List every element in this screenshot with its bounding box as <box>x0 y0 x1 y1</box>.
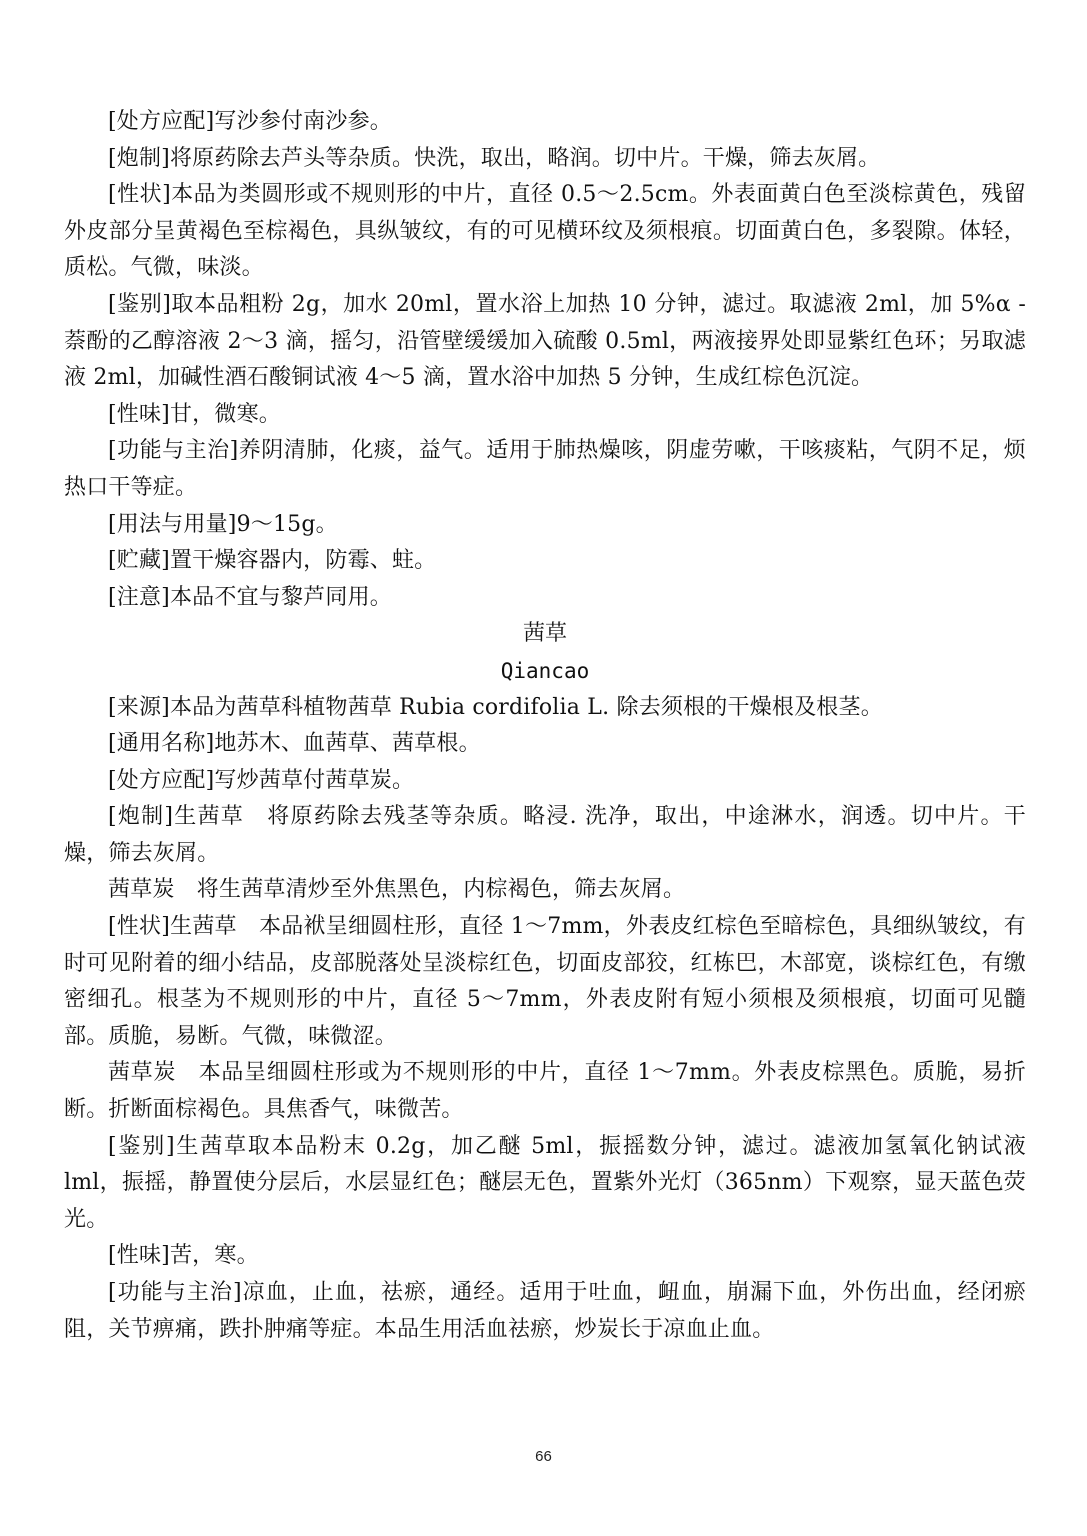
paragraph-usage-dosage: [用法与用量]9～15g。 <box>108 511 338 537</box>
paragraph-functions-indications-2: [功能与主治]凉血，止血，祛瘀，通经。适用于吐血，衄血，崩漏下血，外伤出血，经闭瘀阻，关节痹痛，跌扑肿痛等症。本品生用活血祛瘀，炒炭长于凉血止血。 <box>64 1280 1026 1342</box>
paragraph-property-flavor: [性味]甘，微寒。 <box>108 401 281 427</box>
paragraph-identification: [鉴别]取本品粗粉 2g，加水 20ml，置水浴上加热 10 分钟，滤过。取滤液 2ml，加 5%α -萘酚的乙醇溶液 2～3 滴，摇匀，沿管壁缓缓加入硫酸 0.5ml，两液接界处即显紫红色环；另取滤液 2ml，加碱性酒石酸铜试液 4～5 滴，置水浴中加热 5 分钟，生成红棕色沉淀。 <box>64 291 1026 391</box>
paragraph-identification-2: [鉴别]生茜草取本品粉末 0.2g，加乙醚 5ml，振摇数分钟，滤过。滤液加氢氧化钠试液 lml，振摇，静置使分层后，水层显红色；醚层无色，置紫外光灯（365nm）下观察，显天蓝色荧光。 <box>64 1133 1026 1232</box>
entry-title: 茜草 <box>522 621 567 647</box>
paragraph-functions-indications: [功能与主治]养阴清肺，化痰，益气。适用于肺热燥咳，阴虚劳嗽，干咳痰粘，气阴不足，烦热口干等症。 <box>64 438 1026 500</box>
paragraph-common-names: [通用名称]地苏木、血茜草、茜草根。 <box>108 731 481 757</box>
page-number: 66 <box>535 1448 552 1465</box>
paragraph-characteristics: [性状]本品为类圆形或不规则形的中片，直径 0.5～2.5cm。外表面黄白色至淡棕黄色，残留外皮部分呈黄褐色至棕褐色，具纵皱纹，有的可见横环纹及须根痕。切面黄白色，多裂隙。体轻，质松。气微，味淡。 <box>64 182 1026 281</box>
entry-pinyin: Qiancao <box>500 658 590 683</box>
paragraph-precautions: [注意]本品不宜与黎芦同用。 <box>108 584 392 610</box>
paragraph-processing-charcoal: 茜草炭 将生茜草清炒至外焦黑色，内棕褐色，筛去灰屑。 <box>108 877 686 903</box>
paragraph-property-flavor-2: [性味]苦，寒。 <box>108 1243 259 1269</box>
paragraph-storage: [贮藏]置干燥容器内，防霉、蛀。 <box>108 548 437 574</box>
paragraph-characteristics-charcoal: 茜草炭 本品呈细圆柱形或为不规则形的中片，直径 1～7mm。外表皮棕黑色。质脆，易折断。折断面棕褐色。具焦香气，味微苦。 <box>64 1060 1026 1123</box>
paragraph-processing-2: [炮制]生茜草 将原药除去残茎等杂质。略浸. 洗净，取出，中途淋水，润透。切中片。干燥，筛去灰屑。 <box>64 804 1026 866</box>
paragraph-processing: [炮制]将原药除去芦头等杂质。快洗，取出，略润。切中片。干燥，筛去灰屑。 <box>108 145 881 171</box>
document-page <box>64 104 1026 1348</box>
paragraph-source: [来源]本品为茜草科植物茜草 Rubia cordifolia L. 除去须根的干燥根及根茎。 <box>108 694 883 720</box>
paragraph-prescription-dispensing-2: [处方应配]写炒茜草付茜草炭。 <box>108 767 415 793</box>
paragraph-prescription-dispensing: [处方应配]写沙参付南沙参。 <box>108 109 392 134</box>
paragraph-characteristics-2: [性状]生茜草 本品袱呈细圆柱形，直径 1～7mm，外表皮红棕色至暗棕色，具细纵皱纹，有时可见附着的细小结品，皮部脱落处呈淡棕红色，切面皮部狡，红栋巴，木部宽，谈棕红色，有缴密细孔。根茎为不规则形的中片，直径 5～7mm，外表皮附有短小须根及须根痕，切面可见髓部。质脆，易断。气微，味微涩。 <box>64 914 1026 1049</box>
